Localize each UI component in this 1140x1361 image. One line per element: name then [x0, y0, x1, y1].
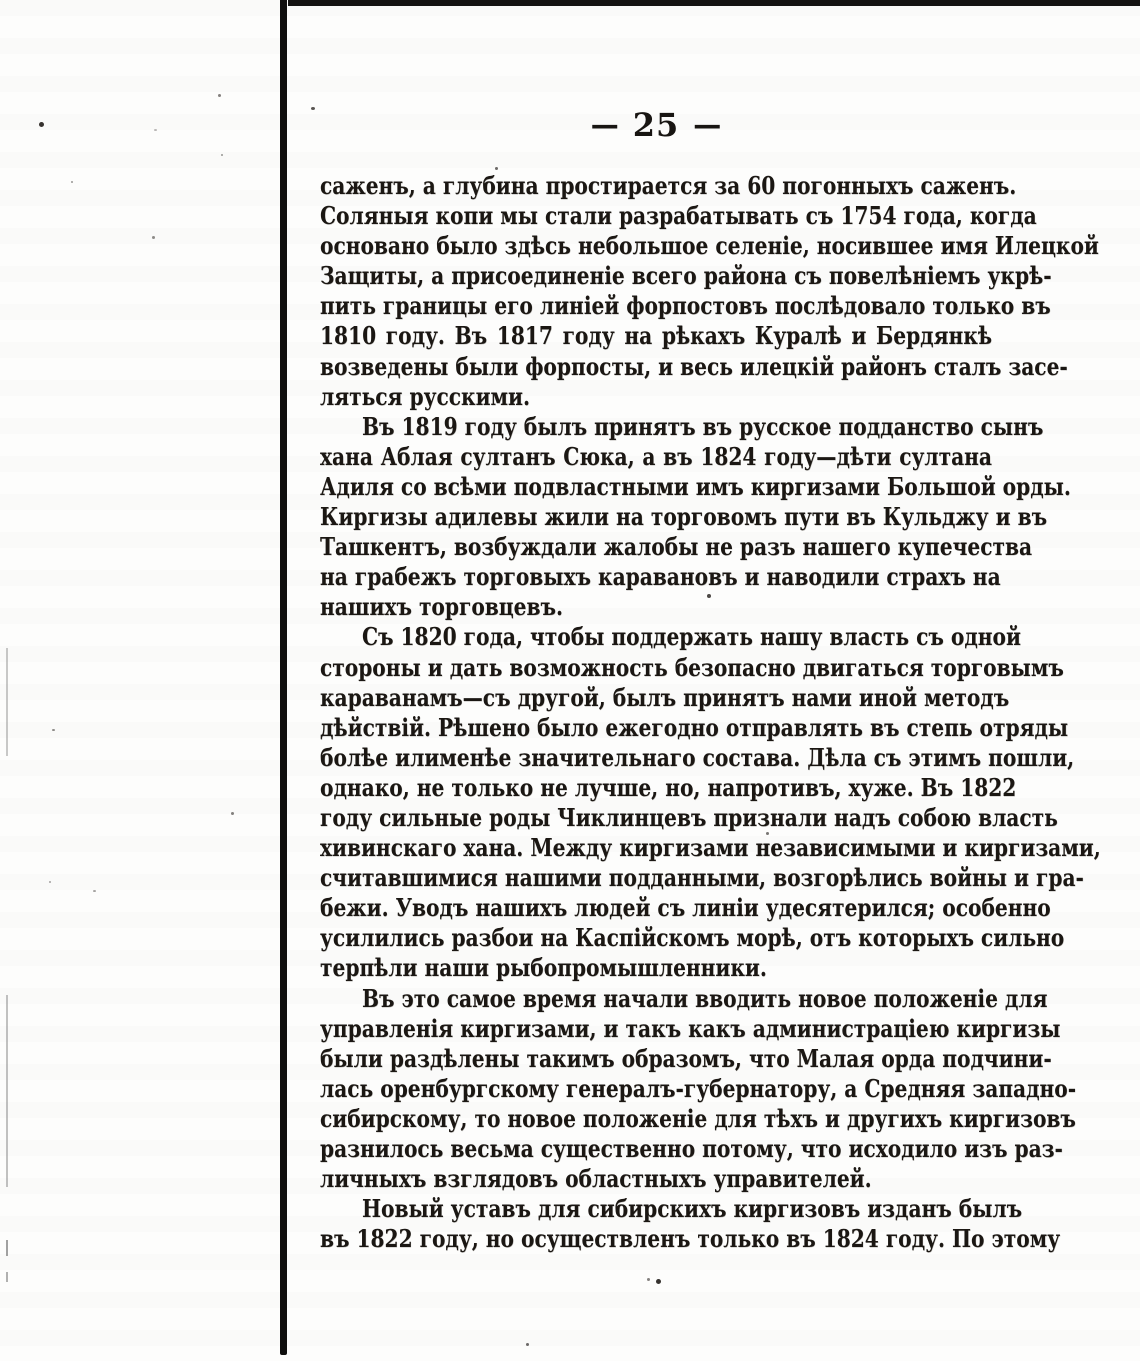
dust-speck — [495, 167, 498, 170]
text-line: Соляныя копи мы стали разрабатывать съ 1754 года, когда — [320, 201, 1037, 231]
dust-speck — [526, 1343, 529, 1346]
text-line: въ 1822 году, но осуществленъ только въ 1824 году. По этому — [320, 1224, 1061, 1254]
text-line: считавшимися нашими подданными, возгорѣлись войны и гра- — [320, 863, 1084, 893]
scan-scratch — [6, 1272, 8, 1282]
text-line: караванамъ—съ другой, былъ принятъ нами иной методъ — [320, 682, 1010, 712]
page-text — [320, 171, 1101, 1254]
text-line: саженъ, а глубина простирается за 60 погонныхъ саженъ. — [320, 171, 1017, 200]
text-line: лась оренбургскому генералъ-губернатору, а Средняя западно- — [320, 1073, 1077, 1103]
text-line: возведены были форпосты, и весь илецкій районъ сталъ засе- — [320, 351, 1068, 381]
text-line: болѣе илименѣе значительнаго состава. Дѣла съ этимъ пошли, — [320, 742, 1075, 772]
text-line: хана Аблая султанъ Сюка, а въ 1824 году—дѣти султана — [320, 441, 992, 471]
scan-scratch — [6, 995, 8, 1187]
page-number: 25 — [632, 106, 680, 144]
dust-speck — [311, 107, 315, 110]
text-line: бежи. Уводъ нашихъ людей съ линіи удесятерился; особенно — [320, 893, 1051, 923]
dust-speck — [221, 154, 223, 156]
text-line: году сильные роды Чиклинцевъ признали надъ собою власть — [320, 802, 1058, 832]
dust-speck — [49, 881, 51, 883]
text-line: основано было здѣсь небольшое селеніе, носившее имя Илецкой — [320, 231, 1099, 261]
paragraph — [320, 411, 1071, 623]
scan-scratch — [6, 648, 8, 756]
text-line: нашихъ торговцевъ. — [320, 592, 563, 622]
text-line: на грабежъ торговыхъ каравановъ и наводили страхъ на — [320, 562, 1001, 592]
text-line: пить границы его линіей форпостовъ послѣдовало только въ — [320, 291, 1051, 321]
text-line: Въ 1819 году былъ принятъ въ русское подданство сынъ — [362, 411, 1044, 441]
dust-speck — [218, 94, 221, 97]
text-line: Адиля со всѣми подвластными имъ киргизами Большой орды. — [320, 471, 1071, 501]
dust-speck — [93, 890, 96, 892]
text-line: стороны и дать возможность безопасно двигаться торговымъ — [320, 652, 1064, 682]
text-line: управленія киргизами, и такъ какъ администраціею киргизы — [320, 1013, 1061, 1043]
dust-speck — [71, 181, 73, 183]
text-line: 1810 году. Въ 1817 году на рѣкахъ Куралѣ и Бердянкѣ — [320, 321, 992, 351]
text-line: ляться русскими. — [320, 381, 531, 411]
text-line: Въ это самое время начали вводить новое положеніе для — [362, 983, 1048, 1013]
paragraph — [320, 983, 1077, 1195]
text-line: были раздѣлены такимъ образомъ, что Малая орда подчини- — [320, 1043, 1052, 1073]
text-line: сибирскому, то новое положеніе для тѣхъ и другихъ киргизовъ — [320, 1103, 1076, 1133]
header-dash-left: — — [590, 106, 619, 143]
dust-speck — [39, 122, 44, 127]
text-line: Защиты, а присоединеніе всего района съ повелѣніемъ укрѣ- — [320, 261, 1052, 291]
text-line: усилились разбои на Каспійскомъ морѣ, отъ которыхъ сильно — [320, 923, 1065, 953]
dust-speck — [656, 1279, 661, 1284]
text-line: Ташкентъ, возбуждали жалобы не разъ нашего купечества — [320, 532, 1033, 562]
scan-scratch — [6, 1240, 8, 1256]
text-line: дѣйствій. Рѣшено было ежегодно отправлять въ степь отряды — [320, 712, 1069, 742]
text-line: терпѣли наши рыбопромышленники. — [320, 953, 767, 983]
text-line: хивинскаго хана. Между киргизами независимыми и киргизами, — [320, 833, 1101, 863]
dust-speck — [647, 1278, 650, 1281]
text-line: личныхъ взглядовъ областныхъ управителей. — [320, 1164, 872, 1194]
text-line: Новый уставъ для сибирскихъ киргизовъ изданъ былъ — [362, 1194, 1023, 1224]
dust-speck — [52, 729, 55, 731]
text-line: Киргизы адилевы жили на торговомъ пути въ Кульджу и въ — [320, 502, 1048, 532]
page-header — [320, 104, 992, 146]
paragraph — [320, 1194, 1061, 1254]
text-line: Съ 1820 года, чтобы поддержать нашу власть съ одной — [362, 622, 1021, 652]
dust-speck — [231, 812, 234, 815]
dust-speck — [152, 236, 155, 239]
text-line: разнилось весьма существенно потому, что исходило изъ раз- — [320, 1134, 1063, 1163]
dust-speck — [154, 129, 157, 131]
scan-top-edge — [288, 0, 1140, 6]
text-line: однако, не только не лучше, но, напротивъ, хуже. Въ 1822 — [320, 772, 1017, 802]
paragraph — [320, 171, 1099, 412]
header-dash-right: — — [693, 106, 722, 143]
binding-edge-rule — [280, 0, 287, 1355]
paragraph — [320, 622, 1101, 983]
